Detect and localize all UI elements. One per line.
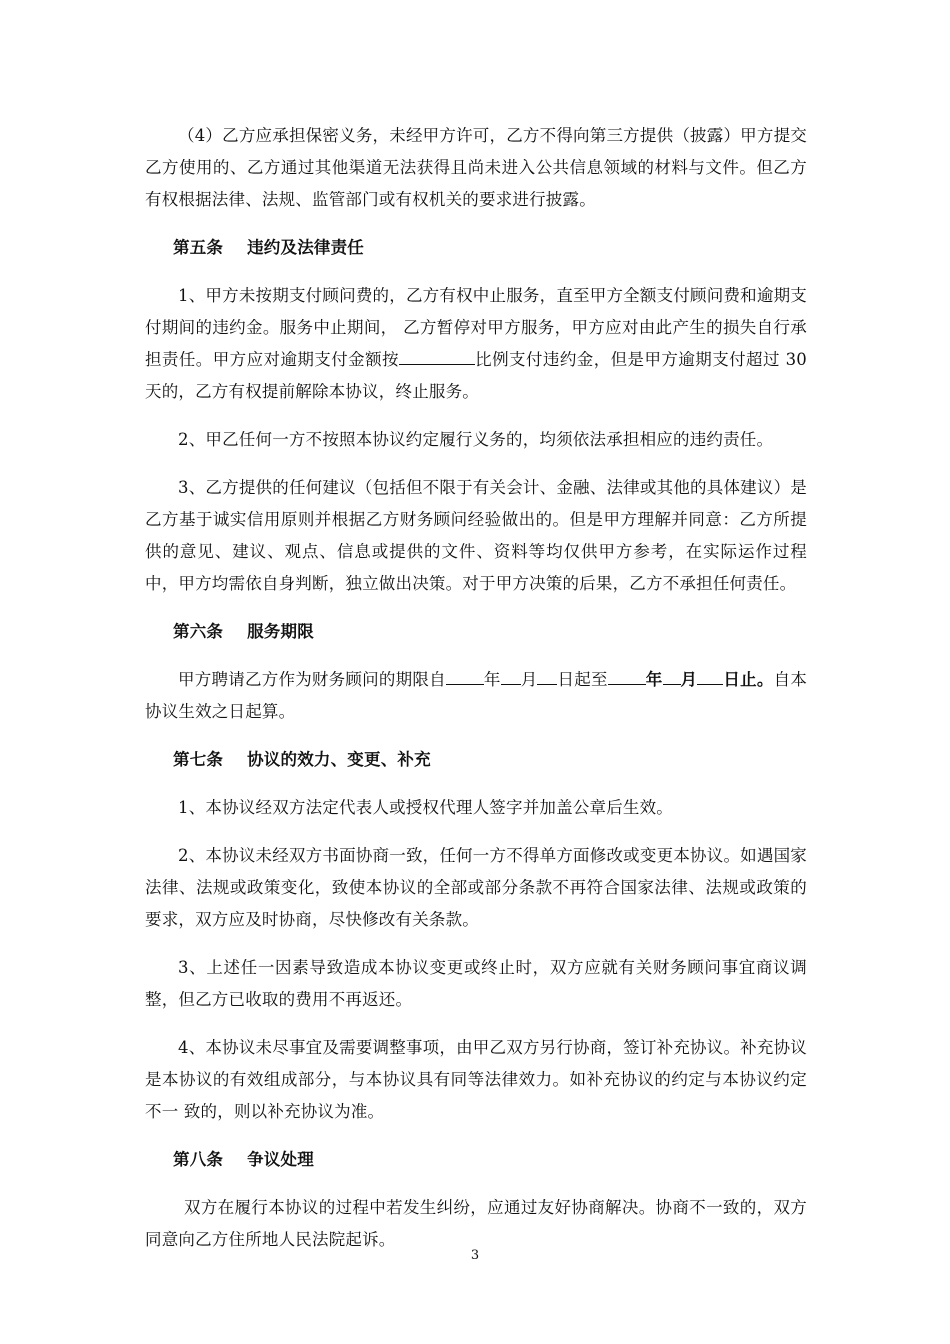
end-month-blank [663, 664, 681, 685]
article-5-clause-1-part-a: 1、甲方未按期支付顾问费的，乙方有权中止服务，直至甲方全额支付顾问费和逾期支付期间的违约金。服务中止期间， 乙方暂停对甲方服务，甲方应对由此产生的损失自行承担责任。甲方应对逾期支付金额按 [145, 286, 807, 369]
term-text: 甲方聘请乙方作为财务顾问的期限自 [178, 670, 446, 689]
article-6-term-paragraph [145, 664, 807, 728]
term-effective-text: 自本协议生效之日起算。 [145, 670, 808, 721]
document-body [145, 120, 807, 1272]
article-8-clause-1: 双方在履行本协议的过程中若发生纠纷，应通过友好协商解决。协商不一致的，双方同意向乙方住所地人民法院起诉。 [145, 1198, 807, 1249]
end-year-blank [608, 664, 646, 685]
term-month-label: 月 [520, 670, 538, 689]
article-5-title: 违约及法律责任 [247, 238, 365, 257]
confidentiality-paragraph: （4）乙方应承担保密义务，未经甲方许可，乙方不得向第三方提供（披露）甲方提交乙方使用的、乙方通过其他渠道无法获得且尚未进入公共信息领域的材料与文件。但乙方有权根据法律、法规、监管部门或有权机关的要求进行披露。 [145, 126, 807, 209]
article-7-heading [145, 744, 807, 776]
article-7-clause-3: 3、上述任一因素导致造成本协议变更或终止时，双方应就有关财务顾问事宜商议调整，但乙方已收取的费用不再返还。 [145, 958, 807, 1009]
article-7-title: 协议的效力、变更、补充 [247, 750, 431, 769]
article-5-clause-1 [145, 280, 807, 408]
start-day-blank [537, 664, 557, 685]
start-year-blank [446, 664, 484, 685]
start-month-blank [501, 664, 521, 685]
term-day-from-label: 日起至 [557, 670, 608, 689]
end-day-label: 日 [723, 670, 741, 689]
article-8-title: 争议处理 [247, 1150, 314, 1169]
page-number: 3 [470, 1248, 480, 1263]
article-7-clause-4: 4、本协议未尽事宜及需要调整事项，由甲乙双方另行协商，签订补充协议。补充协议是本协议的有效组成部分，与本协议具有同等法律效力。如补充协议的约定与本协议约定不一 致的，则以补充协议为准。 [145, 1038, 807, 1121]
end-day-blank [697, 664, 723, 685]
article-7-clause-1: 1、本协议经双方法定代表人或授权代理人签字并加盖公章后生效。 [178, 798, 673, 817]
article-8-number: 第八条 [173, 1150, 224, 1169]
article-5-clause-2: 2、甲乙任何一方不按照本协议约定履行义务的，均须依法承担相应的违约责任。 [178, 430, 774, 449]
end-year-label: 年 [645, 670, 663, 689]
article-5-number: 第五条 [173, 238, 224, 257]
article-6-number: 第六条 [173, 622, 224, 641]
article-5-clause-1-part-b: 比例支付违约金，但是甲方逾期支付超过 30 天的，乙方有权提前解除本协议，终止服务。 [145, 350, 807, 401]
article-6-title: 服务期限 [247, 622, 314, 641]
article-8-heading [145, 1144, 807, 1176]
article-6-heading [145, 616, 807, 648]
article-7-number: 第七条 [173, 750, 224, 769]
end-month-label: 月 [680, 670, 698, 689]
end-label: 止。 [740, 670, 774, 689]
article-5-clause-3: 3、乙方提供的任何建议（包括但不限于有关会计、金融、法律或其他的具体建议）是乙方基于诚实信用原则并根据乙方财务顾问经验做出的。但是甲方理解并同意：乙方所提供的意见、建议、观点、信息或提供的文件、资料等均仅供甲方参考，在实际运作过程中，甲方均需依自身判断，独立做出决策。对于甲方决策的后果，乙方不承担任何责任。 [145, 478, 807, 593]
article-5-heading [145, 232, 807, 264]
article-7-clause-2: 2、本协议未经双方书面协商一致，任何一方不得单方面修改或变更本协议。如遇国家法律、法规或政策变化，致使本协议的全部或部分条款不再符合国家法律、法规或政策的要求，双方应及时协商，尽快修改有关条款。 [145, 846, 807, 929]
penalty-rate-blank [399, 344, 475, 365]
term-year-label: 年 [483, 670, 501, 689]
